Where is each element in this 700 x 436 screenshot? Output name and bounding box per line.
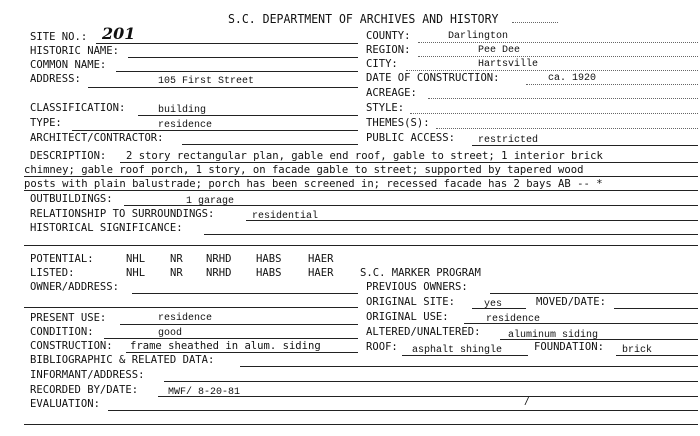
classification-line: [138, 115, 358, 116]
relationship-line: [246, 220, 698, 221]
moved-date-label: MOVED/DATE:: [536, 295, 606, 308]
architect-line: [182, 144, 358, 145]
date-line: [526, 84, 698, 85]
header-dotted-line: [512, 22, 558, 23]
foundation-label: FOUNDATION:: [534, 340, 604, 353]
listed-habs: HABS: [256, 266, 282, 279]
county-value: Darlington: [448, 31, 509, 42]
date-of-construction-value: ca. 1920: [548, 73, 597, 84]
description-underline-3: [24, 190, 698, 191]
listed-nrhd: NRHD: [206, 266, 232, 279]
listed-label: LISTED:: [30, 266, 75, 279]
listed-nr: NR: [170, 266, 183, 279]
site-no-label: SITE NO.:: [30, 30, 88, 43]
acreage-line: [428, 98, 698, 99]
foundation-line: [616, 355, 698, 356]
listed-nhl: NHL: [126, 266, 146, 279]
historic-name-line: [128, 57, 358, 58]
marker-program-label: S.C. MARKER PROGRAM: [360, 266, 481, 279]
style-line: [410, 113, 698, 114]
city-label: CITY:: [366, 57, 398, 70]
roof-line: [402, 355, 528, 356]
site-no-value: 201: [102, 24, 136, 43]
region-value: Pee Dee: [478, 45, 521, 56]
roof-label: ROOF:: [366, 340, 398, 353]
potential-label: POTENTIAL:: [30, 252, 94, 265]
bibliographic-label: BIBLIOGRAPHIC & RELATED DATA:: [30, 353, 215, 366]
relationship-label: RELATIONSHIP TO SURROUNDINGS:: [30, 207, 215, 220]
county-label: COUNTY:: [366, 29, 411, 42]
outbuildings-value: 1 garage: [186, 196, 235, 207]
description-line-3: posts with plain balustrade; porch has been screened in; recessed facade has 2 bays AB -- *: [24, 177, 603, 190]
previous-owners-line: [490, 293, 698, 294]
historical-significance-label: HISTORICAL SIGNIFICANCE:: [30, 221, 183, 234]
construction-label: CONSTRUCTION:: [30, 339, 113, 352]
original-site-label: ORIGINAL SITE:: [366, 295, 456, 308]
roof-value: asphalt shingle: [412, 345, 503, 356]
altered-value: aluminum siding: [508, 330, 599, 341]
evaluation-line-2: [24, 424, 698, 425]
previous-owners-label: PREVIOUS OWNERS:: [366, 280, 468, 293]
pen-mark: /: [524, 396, 530, 407]
classification-value: building: [158, 105, 207, 116]
listed-haer: HAER: [308, 266, 334, 279]
original-site-line: [472, 308, 526, 309]
themes-label: THEMES(S):: [366, 116, 430, 129]
owner-address-label: OWNER/ADDRESS:: [30, 280, 120, 293]
original-site-value: yes: [484, 299, 503, 310]
site-no-line: [96, 43, 358, 44]
acreage-label: ACREAGE:: [366, 86, 417, 99]
original-use-label: ORIGINAL USE:: [366, 310, 449, 323]
owner-extra-line: [24, 307, 358, 308]
historic-name-label: HISTORIC NAME:: [30, 44, 120, 57]
classification-label: CLASSIFICATION:: [30, 101, 126, 114]
recorded-by-line: [158, 396, 698, 397]
address-line: [88, 87, 358, 88]
outbuildings-line: [124, 205, 698, 206]
county-line: [418, 42, 698, 43]
architect-label: ARCHITECT/CONTRACTOR:: [30, 131, 164, 144]
bibliographic-line: [240, 366, 698, 367]
potential-nrhd: NRHD: [206, 252, 232, 265]
recorded-by-value: MWF/ 8-20-81: [168, 387, 241, 398]
region-label: REGION:: [366, 43, 411, 56]
owner-address-line: [132, 293, 358, 294]
public-access-label: PUBLIC ACCESS:: [366, 131, 456, 144]
type-label: TYPE:: [30, 116, 62, 129]
type-value: residence: [158, 120, 213, 131]
section-divider: [24, 245, 698, 246]
condition-value: good: [158, 328, 183, 339]
foundation-value: brick: [622, 345, 653, 356]
form-header: S.C. DEPARTMENT OF ARCHIVES AND HISTORY: [228, 12, 499, 26]
original-use-line: [464, 323, 698, 324]
region-line: [418, 56, 698, 57]
address-label: ADDRESS:: [30, 72, 81, 85]
potential-haer: HAER: [308, 252, 334, 265]
common-name-label: COMMON NAME:: [30, 58, 107, 71]
relationship-value: residential: [252, 211, 319, 222]
original-use-value: residence: [486, 314, 541, 325]
potential-nhl: NHL: [126, 252, 146, 265]
recorded-by-label: RECORDED BY/DATE:: [30, 383, 139, 396]
present-use-line: [120, 324, 358, 325]
informant-label: INFORMANT/ADDRESS:: [30, 368, 145, 381]
description-line-2: chimney; gable roof porch, 1 story, on facade gable to street; supported by tapered wood: [24, 163, 584, 176]
address-value: 105 First Street: [158, 76, 255, 87]
style-label: STYLE:: [366, 101, 405, 114]
public-access-line: [472, 145, 698, 146]
potential-habs: HABS: [256, 252, 282, 265]
city-value: Hartsville: [478, 59, 539, 70]
evaluation-label: EVALUATION:: [30, 397, 100, 410]
condition-label: CONDITION:: [30, 325, 94, 338]
historical-significance-line: [204, 234, 698, 235]
date-of-construction-label: DATE OF CONSTRUCTION:: [366, 71, 500, 84]
common-name-line: [116, 71, 358, 72]
themes-line: [436, 128, 698, 129]
description-line-1: 2 story rectangular plan, gable end roof, gable to street; 1 interior brick: [126, 149, 603, 162]
altered-label: ALTERED/UNALTERED:: [366, 325, 481, 338]
description-label: DESCRIPTION:: [30, 149, 107, 162]
outbuildings-label: OUTBUILDINGS:: [30, 192, 113, 205]
construction-value: frame sheathed in alum. siding: [130, 339, 321, 352]
moved-date-line: [614, 308, 698, 309]
public-access-value: restricted: [478, 135, 539, 146]
present-use-value: residence: [158, 313, 213, 324]
potential-nr: NR: [170, 252, 183, 265]
evaluation-line: [108, 410, 698, 411]
present-use-label: PRESENT USE:: [30, 311, 107, 324]
informant-line: [164, 381, 698, 382]
